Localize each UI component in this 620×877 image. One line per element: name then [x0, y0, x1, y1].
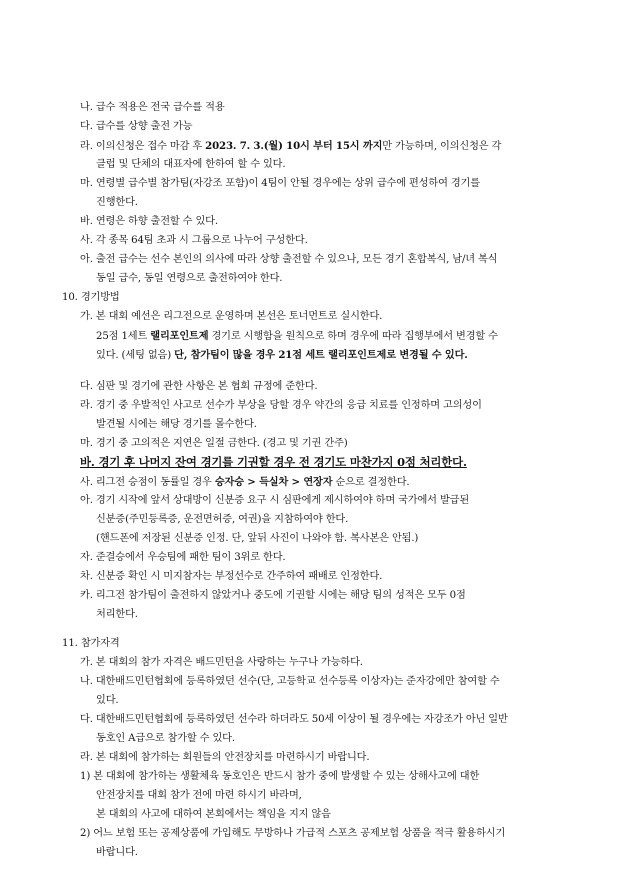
- objection-period: 2023. 7. 3.(월) 10시 부터 15시 까지: [205, 140, 383, 152]
- rule-a-entry-grade: 아. 출전 급수는 선수 본인의 의사에 따라 상향 출전할 수 있으나, 모든 경기 혼합복식, 남/녀 복식: [80, 254, 498, 265]
- rule-ba-forfeit: 바. 경기 후 나머지 잔여 경기를 기권할 경우 전 경기도 마찬가지 0점 처리한다.: [80, 455, 467, 469]
- qual-1-insurance: 1) 본 대회에 참가하는 생활체육 동호인은 반드시 참가 중에 발생할 수 있는 상해사고에 대한: [80, 771, 480, 782]
- section-11-heading: 11. 참가자격: [62, 638, 120, 649]
- rule-ra-injury: 라. 경기 중 우발적인 사고로 선수가 부상을 당할 경우 약간의 응급 치료를 인정하며 고의성이: [80, 400, 482, 411]
- rule-ka-withdraw-cont: 처리한다.: [96, 609, 138, 620]
- rule-ra-injury-cont: 발견될 시에는 해당 경기를 몰수한다.: [96, 419, 257, 430]
- rule-na-grade-apply: 나. 급수 적용은 전국 급수를 적용: [80, 102, 225, 113]
- qual-ra-safety: 라. 본 대회에 참가하는 회원들의 안전장치를 마련하시기 바랍니다.: [80, 752, 370, 763]
- rule-a-id-check-cont: 신분증(주민등록증, 운전면허증, 여권)을 지참하여야 한다.: [96, 514, 349, 525]
- rule-ra-objection-cont: 클럽 및 단체의 대표자에 한하여 할 수 있다.: [96, 159, 286, 170]
- qual-da-over-50-cont: 동호인 A급으로 참가할 수 있다.: [96, 733, 235, 744]
- qual-1-insurance-cont: 안전장치를 대회 참가 전에 마련 하시기 바라며,: [96, 790, 302, 801]
- rule-ba-age-down: 바. 연령은 하향 출전할 수 있다.: [80, 216, 218, 227]
- rule-ga-rally-cont: 있다. (세팅 없음) 단, 참가팀이 많을 경우 21점 세트 랠리포인트제로 변경될 수 있다.: [96, 349, 468, 361]
- rule-sa-groups: 사. 각 종목 64팀 초과 시 그룹으로 나누어 구성한다.: [80, 235, 308, 246]
- rule-da-referee: 다. 심판 및 경기에 관한 사항은 본 협회 규정에 준한다.: [80, 381, 318, 392]
- qual-na-registered-cont: 있다.: [96, 695, 119, 706]
- rule-ga-league: 가. 본 대회 예선은 리그전으로 운영하며 본선은 토너먼트로 실시한다.: [80, 311, 383, 322]
- rule-a-id-check-note: (핸드폰에 저장된 신분증 인정. 단, 앞뒤 사진이 나와야 함. 복사본은 안됨.): [96, 533, 419, 544]
- rule-a-id-check: 아. 경기 시작에 앞서 상대방이 신분증 요구 시 심판에게 제시하여야 하며 국가에서 발급된: [80, 495, 470, 506]
- rule-sa-tiebreak: 사. 리그전 승점이 동률일 경우 승자승 > 득실차 > 연장자 순으로 결정한다.: [80, 476, 410, 488]
- qual-2-sports-insurance-cont: 바랍니다.: [96, 847, 138, 858]
- rule-ma-team-count-cont: 진행한다.: [96, 197, 138, 208]
- rule-ka-withdraw: 카. 리그전 참가팀이 출전하지 않았거나 중도에 기권할 시에는 해당 팀의 성적은 모두 0점: [80, 590, 466, 601]
- rule-ga-rally: 25점 1세트 랠리포인트제 경기로 시행함을 원칙으로 하며 경우에 따라 집행부에서 변경할 수: [96, 330, 498, 342]
- qual-1-liability: 본 대회의 사고에 대하여 본회에서는 책임을 지지 않음: [96, 809, 331, 820]
- qual-na-registered: 나. 대한배드민턴협회에 등록하였던 선수(단, 고등학교 선수등록 이상자)는 준자강에만 참여할 수: [80, 676, 500, 687]
- qual-da-over-50: 다. 대한배드민턴협회에 등록하였던 선수라 하더라도 50세 이상이 될 경우에는 자강조가 아닌 일반: [80, 714, 508, 725]
- rule-ra-objection: 라. 이의신청은 접수 마감 후 2023. 7. 3.(월) 10시 부터 15시 까지만 가능하며, 이의신청은 각: [80, 140, 502, 152]
- rule-ma-team-count: 마. 연령별 급수별 참가팀(자강조 포함)이 4팀이 안될 경우에는 상위 급수에 편성하여 경기를: [80, 178, 480, 189]
- rule-ja-semifinal: 자. 준결승에서 우승팀에 패한 팀이 3위로 한다.: [80, 552, 286, 563]
- qual-ga-anyone: 가. 본 대회의 참가 자격은 배드민턴을 사랑하는 누구나 가능하다.: [80, 657, 363, 668]
- qual-2-sports-insurance: 2) 어느 보험 또는 공제상품에 가입해도 무방하나 가급적 스포츠 공제보험 상품을 적극 활용하시기: [80, 828, 506, 839]
- section-10-heading: 10. 경기방법: [62, 292, 120, 303]
- rule-ma-delay: 마. 경기 중 고의적은 지연은 일절 금한다. (경고 및 기권 간주): [80, 438, 348, 449]
- rule-da-grade-up: 다. 급수를 상향 출전 가능: [80, 121, 193, 132]
- rule-cha-no-id: 차. 신분증 확인 시 미지참자는 부정선수로 간주하여 패배로 인정한다.: [80, 571, 383, 582]
- rule-a-entry-grade-cont: 동일 급수, 동일 연령으로 출전하여야 한다.: [96, 273, 283, 284]
